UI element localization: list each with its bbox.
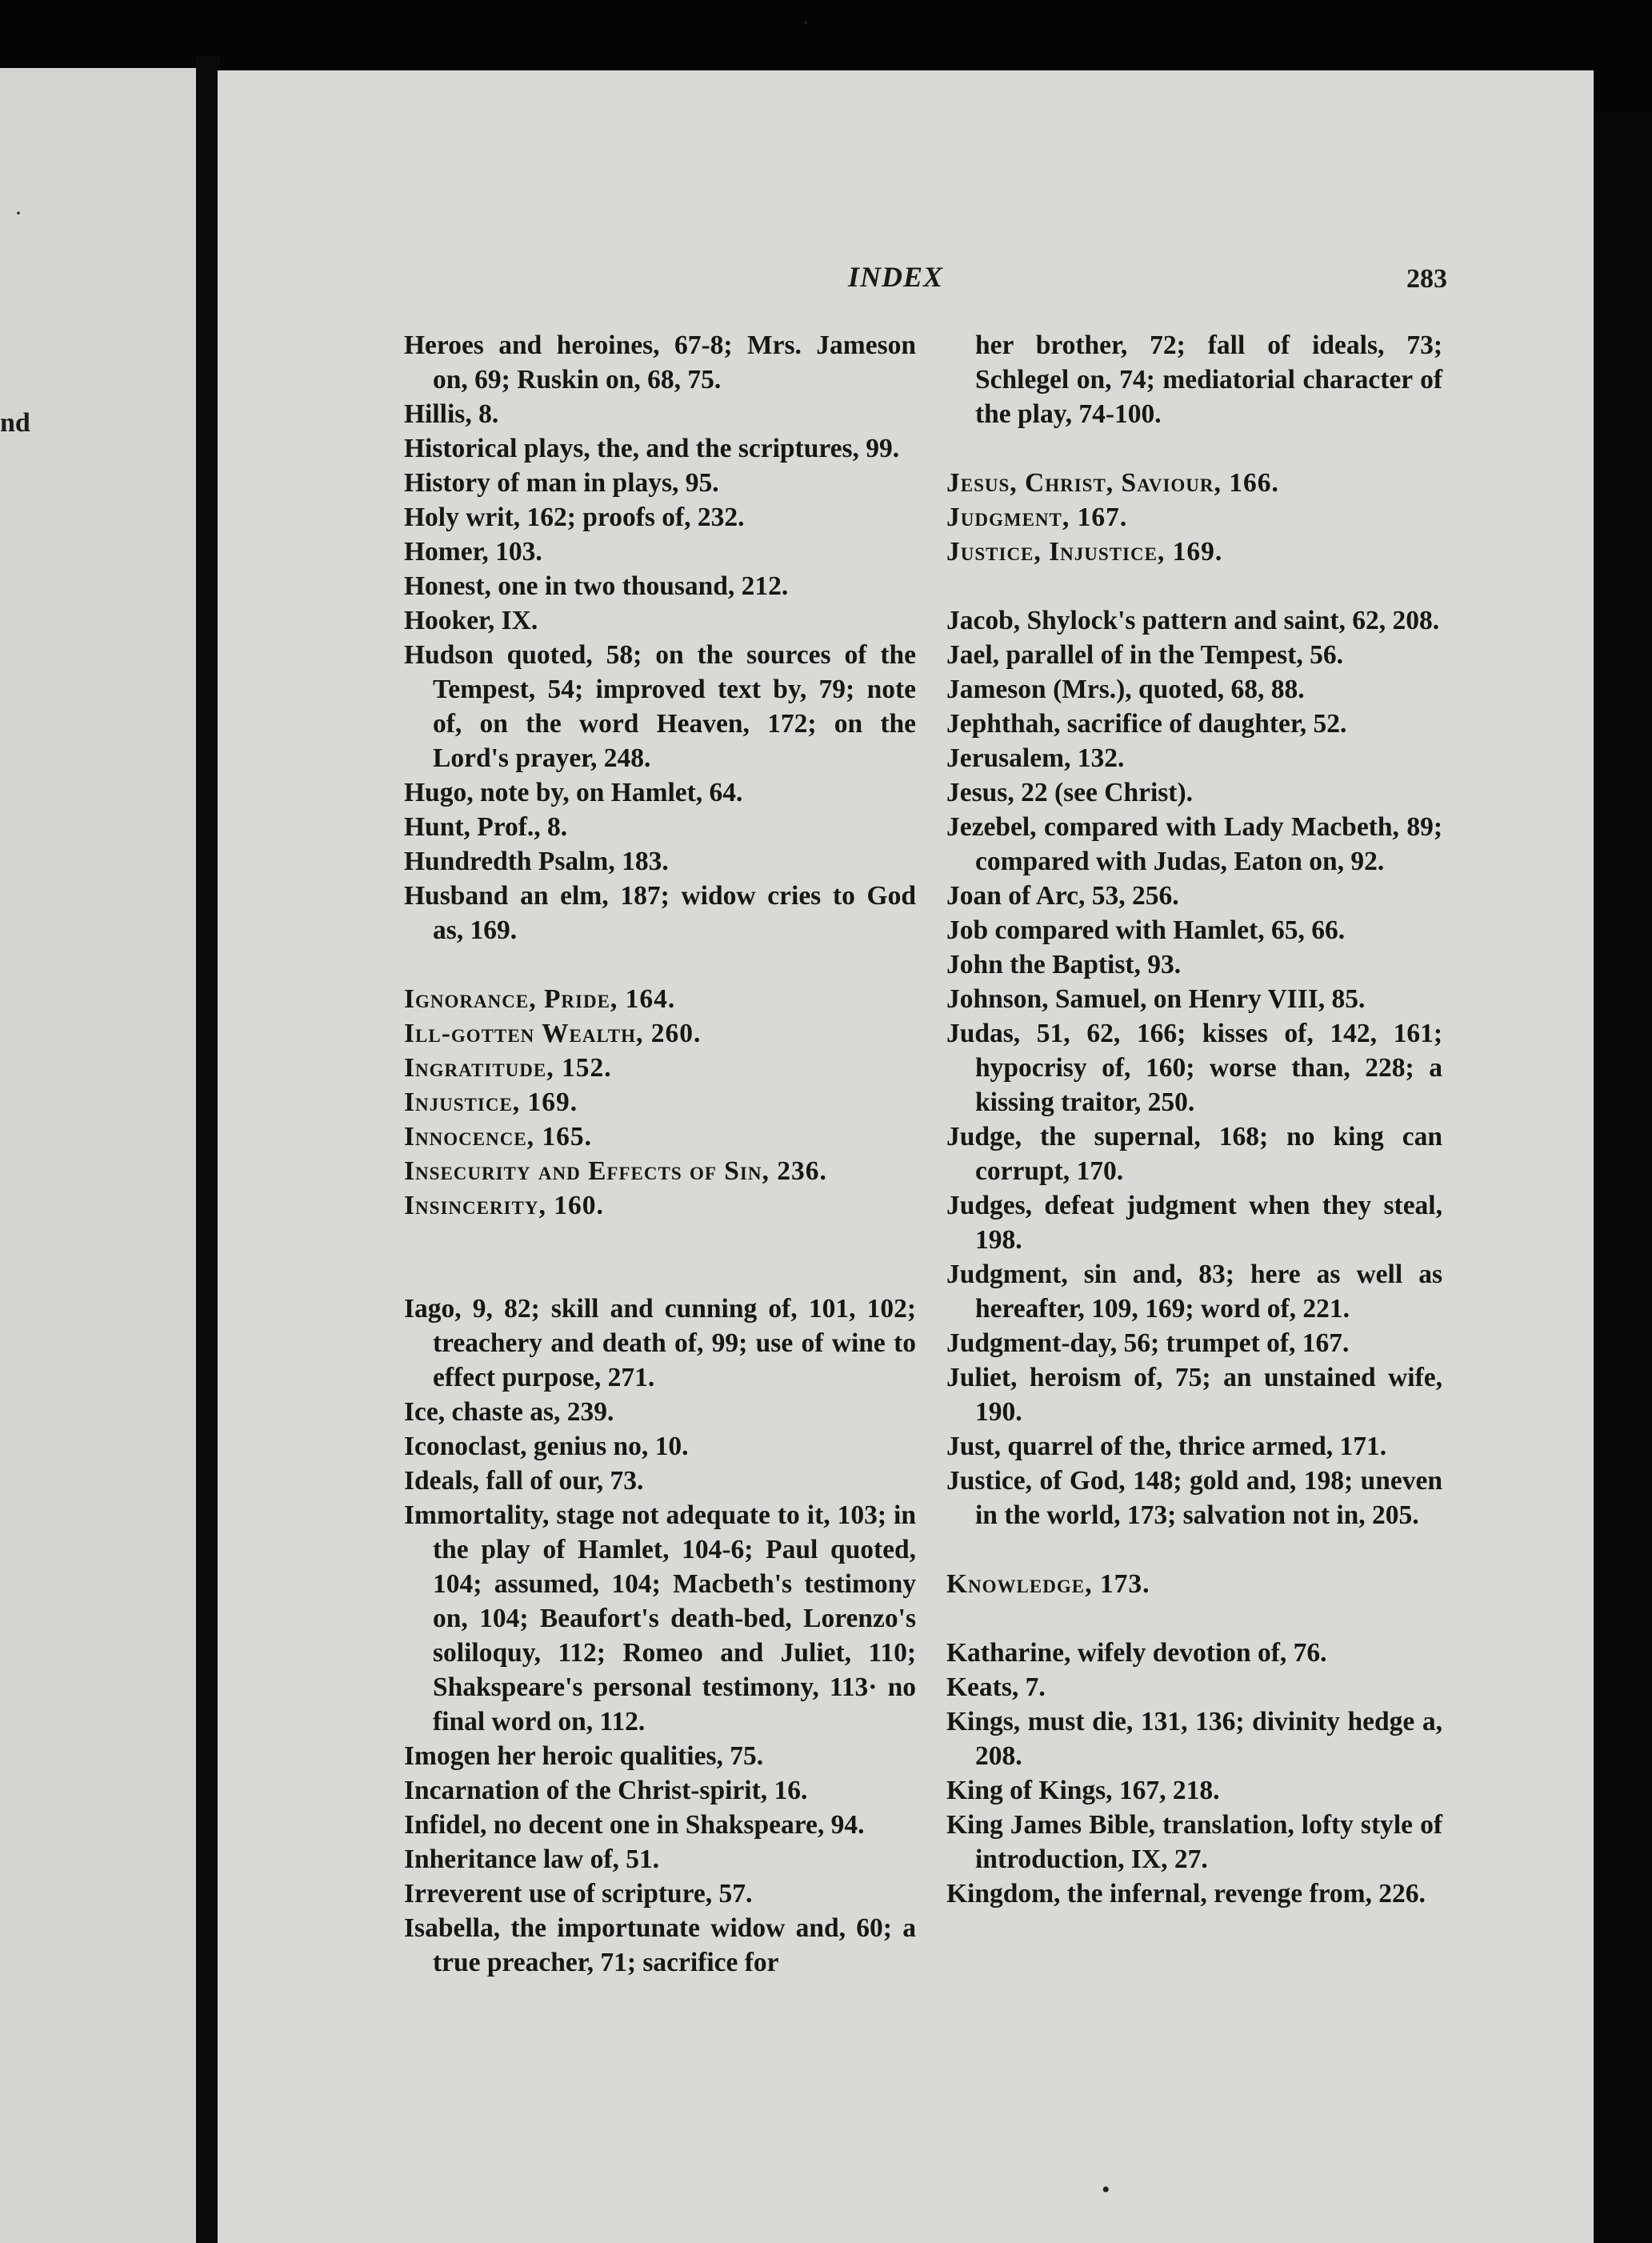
- index-entry: Hillis, 8.: [404, 399, 499, 429]
- index-entry: Iconoclast, genius no, 10.: [404, 1432, 689, 1461]
- index-entry: Joan of Arc, 53, 256.: [946, 881, 1179, 911]
- page-edge-shadow: [1594, 112, 1652, 2243]
- index-topic-heading: Ingratitude, 152.: [404, 1053, 612, 1083]
- index-entry: Infidel, no decent one in Shakspeare, 94.: [404, 1810, 865, 1840]
- index-entry: King James Bible, translation, lofty style of introduction, IX, 27.: [946, 1810, 1442, 1874]
- index-entry: Inheritance law of, 51.: [404, 1844, 660, 1874]
- index-topic-heading: Ignorance, Pride, 164.: [404, 984, 676, 1014]
- index-topic-heading: Judgment, 167.: [946, 503, 1128, 532]
- section-gap: [946, 1601, 1442, 1636]
- index-topic-heading: Ill-gotten Wealth, 260.: [404, 1019, 702, 1048]
- index-topic-heading: Insincerity, 160.: [404, 1191, 604, 1220]
- index-entry: Judges, defeat judgment when they steal, 198.: [946, 1191, 1442, 1255]
- index-entry: Kings, must die, 131, 136; divinity hedge a, 208.: [946, 1707, 1442, 1771]
- index-entry: Incarnation of the Christ-spirit, 16.: [404, 1776, 808, 1805]
- index-entry: Hudson quoted, 58; on the sources of the Tempest, 54; improved text by, 79; note of, on the word Heaven, 172; on the Lord's prayer, 248.: [404, 640, 916, 773]
- index-topic-heading: Jesus, Christ, Saviour, 166.: [946, 468, 1279, 498]
- index-entry: Imogen her heroic qualities, 75.: [404, 1741, 764, 1771]
- index-entry: History of man in plays, 95.: [404, 468, 719, 498]
- index-entry: Justice, of God, 148; gold and, 198; uneven in the world, 173; salvation not in, 205.: [946, 1466, 1442, 1530]
- section-gap: [946, 431, 1442, 466]
- index-entry: Katharine, wifely devotion of, 76.: [946, 1638, 1327, 1668]
- index-entry: Judgment, sin and, 83; here as well as hereafter, 109, 169; word of, 221.: [946, 1260, 1442, 1324]
- index-entry: Isabella, the importunate widow and, 60; a true preacher, 71; sacrifice for: [404, 1913, 916, 1977]
- index-entry: Homer, 103.: [404, 537, 542, 567]
- index-entry: Job compared with Hamlet, 65, 66.: [946, 915, 1346, 945]
- index-topic-heading: Injustice, 169.: [404, 1087, 578, 1117]
- index-entry: Heroes and heroines, 67-8; Mrs. Jameson on, 69; Ruskin on, 68, 75.: [404, 330, 916, 395]
- running-head: INDEX: [848, 261, 944, 293]
- scan-speck: •: [1102, 2177, 1110, 2203]
- index-entry: Irreverent use of scripture, 57.: [404, 1879, 753, 1909]
- index-topic-heading: Innocence, 165.: [404, 1122, 593, 1152]
- index-entry: Ice, chaste as, 239.: [404, 1397, 614, 1427]
- index-entry: Jameson (Mrs.), quoted, 68, 88.: [946, 675, 1305, 704]
- index-entry: Jephthah, sacrifice of daughter, 52.: [946, 709, 1347, 739]
- index-entry: Holy writ, 162; proofs of, 232.: [404, 503, 745, 532]
- scan-speck: ·: [14, 200, 22, 226]
- index-entry: Johnson, Samuel, on Henry VIII, 85.: [946, 984, 1366, 1014]
- index-entry: Iago, 9, 82; skill and cunning of, 101, 102; treachery and death of, 99; use of wine to effect purpose, 271.: [404, 1294, 916, 1392]
- index-entry: Jezebel, compared with Lady Macbeth, 89; compared with Judas, Eaton on, 92.: [946, 812, 1442, 876]
- facing-page-text: nd: [0, 408, 30, 438]
- index-entry: Judgment-day, 56; trumpet of, 167.: [946, 1328, 1350, 1358]
- index-entry: Historical plays, the, and the scriptures, 99.: [404, 434, 900, 463]
- index-entry: Jael, parallel of in the Tempest, 56.: [946, 640, 1343, 670]
- scan-speck: ·: [802, 10, 810, 36]
- index-entry: Hundredth Psalm, 183.: [404, 847, 669, 876]
- index-topic-heading: Justice, Injustice, 169.: [946, 537, 1223, 567]
- section-gap: [946, 1532, 1442, 1567]
- index-entry: Judge, the supernal, 168; no king can corrupt, 170.: [946, 1122, 1442, 1186]
- index-entry: John the Baptist, 93.: [946, 950, 1182, 979]
- page-number: 283: [1406, 264, 1447, 294]
- index-entry: Judas, 51, 62, 166; kisses of, 142, 161; hypocrisy of, 160; worse than, 228; a kissing traitor, 250.: [946, 1019, 1442, 1117]
- index-entry: Just, quarrel of the, thrice armed, 171.: [946, 1432, 1387, 1461]
- index-entry: Hugo, note by, on Hamlet, 64.: [404, 778, 743, 807]
- index-column-right: [946, 328, 1442, 1911]
- index-topic-heading: Insecurity and Effects of Sin, 236.: [404, 1156, 827, 1186]
- facing-page: [0, 68, 196, 2243]
- index-entry: her brother, 72; fall of ideals, 73; Schlegel on, 74; mediatorial character of the play, 74-100.: [975, 330, 1442, 429]
- index-entry: Jerusalem, 132.: [946, 743, 1125, 773]
- index-entry: Kingdom, the infernal, revenge from, 226.: [946, 1879, 1426, 1909]
- index-topic-heading: Knowledge, 173.: [946, 1569, 1150, 1599]
- index-entry: Hunt, Prof., 8.: [404, 812, 568, 842]
- section-gap: [404, 1223, 916, 1292]
- index-entry: Immortality, stage not adequate to it, 103; in the play of Hamlet, 104-6; Paul quoted, 104; assumed, 104; Macbeth's testimony on, 104; Beaufort's death-bed, Lorenzo's soliloquy, 112; Romeo and Juliet, 110; Shakspeare's personal testimony, 113· no final word on, 112.: [404, 1500, 916, 1736]
- index-entry: Honest, one in two thousand, 212.: [404, 571, 789, 601]
- index-column-left: [404, 328, 916, 1980]
- index-entry: Husband an elm, 187; widow cries to God as, 169.: [404, 881, 916, 945]
- index-entry: Keats, 7.: [946, 1672, 1046, 1702]
- section-gap: [946, 569, 1442, 603]
- index-entry: Hooker, IX.: [404, 606, 538, 635]
- index-entry: Jacob, Shylock's pattern and saint, 62, 208.: [946, 606, 1440, 635]
- index-entry: Juliet, heroism of, 75; an unstained wife, 190.: [946, 1363, 1442, 1427]
- index-entry: King of Kings, 167, 218.: [946, 1776, 1220, 1805]
- binding-gutter: [196, 56, 220, 2243]
- index-entry: Ideals, fall of our, 73.: [404, 1466, 644, 1496]
- section-gap: [404, 947, 916, 982]
- index-entry: Jesus, 22 (see Christ).: [946, 778, 1193, 807]
